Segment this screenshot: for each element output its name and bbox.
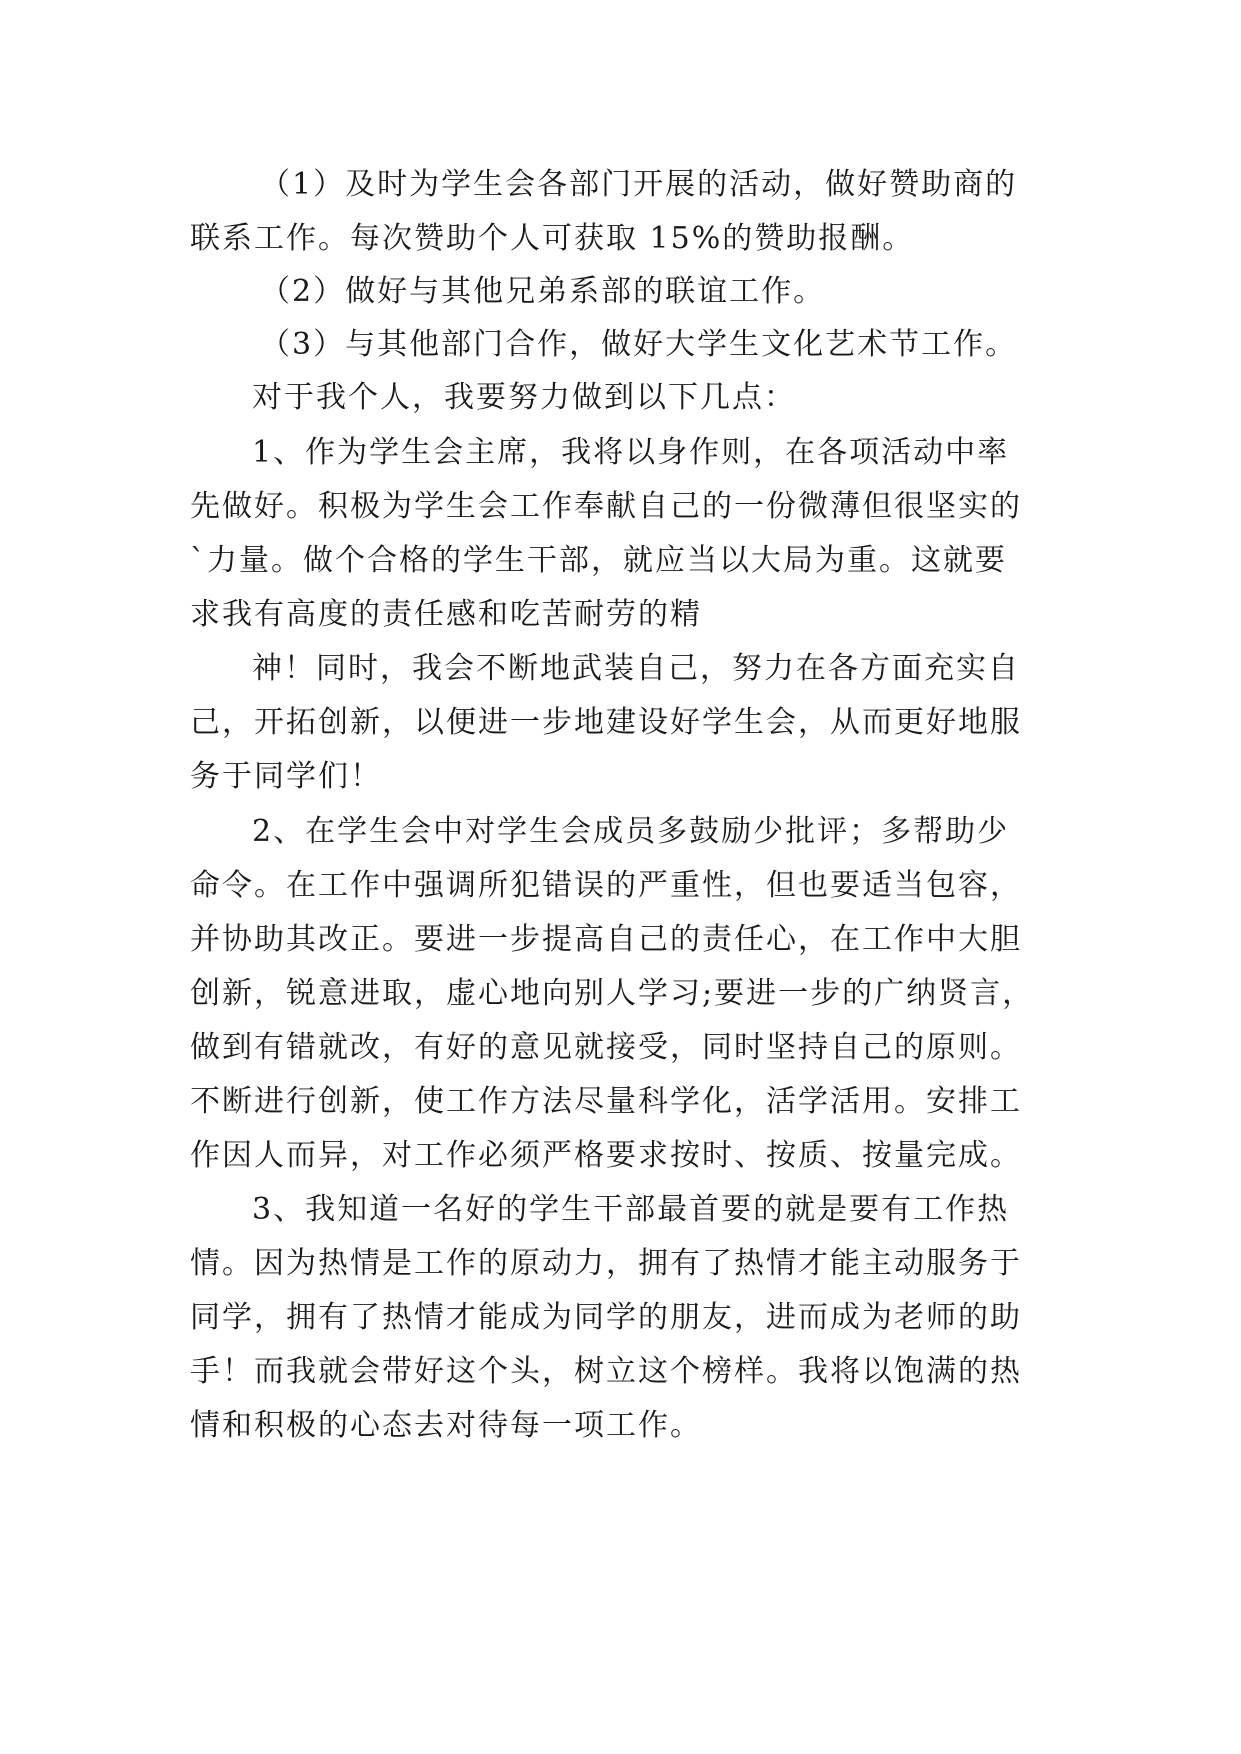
text-line-6: 1、作为学生会主席，我将以身作则，在各项活动中率	[252, 435, 1010, 470]
text-line-11: 己，开拓创新，以便进一步地建设好学生会，从而更好地服	[190, 705, 1022, 740]
text-line-1: （1）及时为学生会各部门开展的活动，做好赞助商的	[260, 167, 1018, 202]
text-line-17: 做到有错就改，有好的意见就接受，同时坚持自己的原则。	[190, 1030, 1022, 1065]
text-line-18: 不断进行创新，使工作方法尽量科学化，活学活用。安排工	[190, 1084, 1022, 1119]
text-line-19: 作因人而异，对工作必须严格要求按时、按质、按量完成。	[190, 1138, 1022, 1173]
text-line-8: `力量。做个合格的学生干部，就应当以大局为重。这就要	[190, 543, 1007, 578]
text-line-9: 求我有高度的责任感和吃苦耐劳的精	[190, 597, 702, 632]
text-line-14: 命令。在工作中强调所犯错误的严重性，但也要适当包容，	[190, 868, 1022, 903]
text-line-2: 联系工作。每次赞助个人可获取 15%的赞助报酬。	[190, 221, 915, 256]
text-line-5: 对于我个人，我要努力做到以下几点：	[252, 380, 796, 415]
text-line-12: 务于同学们！	[190, 759, 382, 794]
text-line-16: 创新，锐意进取，虚心地向别人学习;要进一步的广纳贤言，	[190, 976, 1035, 1011]
text-line-24: 情和积极的心态去对待每一项工作。	[190, 1408, 702, 1443]
text-line-7: 先做好。积极为学生会工作奉献自己的一份微薄但很坚实的	[190, 489, 1022, 524]
text-line-4: （3）与其他部门合作，做好大学生文化艺术节工作。	[260, 327, 1018, 362]
text-line-10: 神！同时，我会不断地武装自己，努力在各方面充实自	[252, 651, 1020, 686]
text-line-13: 2、在学生会中对学生会成员多鼓励少批评；多帮助少	[252, 814, 1010, 849]
text-line-22: 同学，拥有了热情才能成为同学的朋友，进而成为老师的助	[190, 1300, 1022, 1335]
text-line-3: （2）做好与其他兄弟系部的联谊工作。	[260, 274, 826, 309]
text-line-23: 手！而我就会带好这个头，树立这个榜样。我将以饱满的热	[190, 1354, 1022, 1389]
text-line-20: 3、我知道一名好的学生干部最首要的就是要有工作热	[252, 1192, 1010, 1227]
text-line-21: 情。因为热情是工作的原动力，拥有了热情才能主动服务于	[190, 1246, 1022, 1281]
text-line-15: 并协助其改正。要进一步提高自己的责任心，在工作中大胆	[190, 922, 1022, 957]
